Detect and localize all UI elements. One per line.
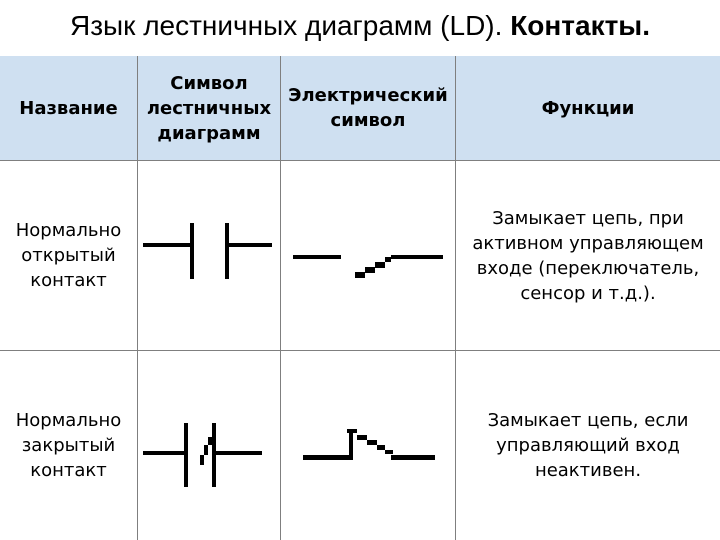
row-2-name-text: Нормально закрытый контакт <box>15 410 122 481</box>
slide-title <box>0 4 720 48</box>
normally-closed-switch-icon <box>281 351 455 540</box>
row-2-name <box>0 351 137 540</box>
header-name-label: Название <box>19 97 118 119</box>
header-functions <box>456 56 720 160</box>
row-1-function <box>456 161 720 350</box>
row-1-function-text: Замыкает цепь, при активном управляющем входе (переключатель, сенсор и т.д.). <box>472 207 704 304</box>
row-2-function-text: Замыкает цепь, если управляющий вход неактивен. <box>487 410 689 481</box>
header-ladder-symbol <box>138 56 280 160</box>
normally-closed-contact-icon <box>138 351 280 540</box>
header-name <box>0 56 137 160</box>
title-bold: Контакты. <box>510 10 650 41</box>
row-1-name-text: Нормально открытый контакт <box>15 220 122 291</box>
normally-open-contact-icon <box>138 161 280 350</box>
normally-open-switch-icon <box>281 161 455 350</box>
header-ladder-symbol-label: Символ лестничных диаграмм <box>146 72 272 144</box>
title-main: Язык лестничных диаграмм (LD). <box>69 10 503 41</box>
header-electric-symbol-label: Электрический символ <box>288 85 448 131</box>
header-electric-symbol <box>281 56 455 160</box>
row-1-name <box>0 161 137 350</box>
header-functions-label: Функции <box>541 97 635 119</box>
row-2-function <box>456 351 720 540</box>
